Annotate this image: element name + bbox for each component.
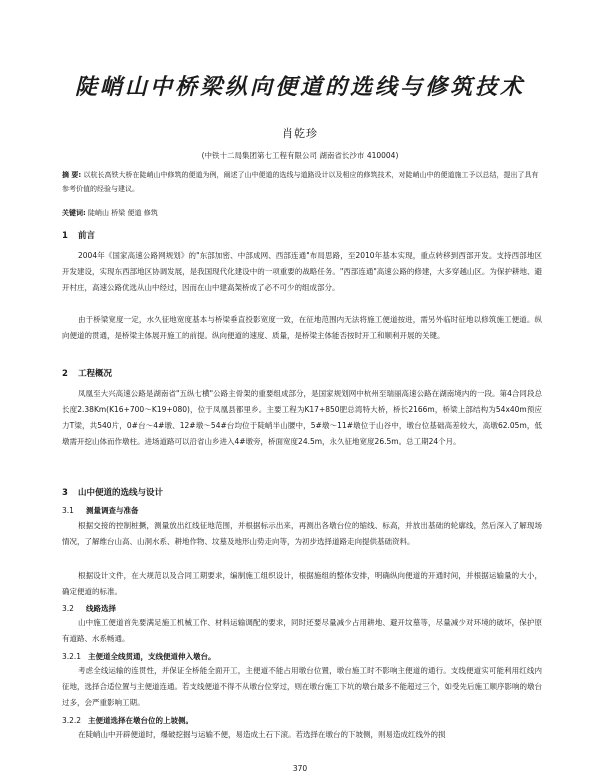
- keywords-text: 陡峭山 桥梁 便道 修筑: [88, 209, 158, 217]
- paragraph-route: 山中施工便道首先要满足施工机械工作、材料运输调配的要求，同时还要尽量减少占用耕地、避开坟墓等，尽量减少对环境的破坏，保护原有道路、水系畅通。: [62, 618, 542, 643]
- paper-title: 陡峭山中桥梁纵向便道的选线与修筑技术: [74, 74, 525, 100]
- section-heading-2: 2 工程概况: [62, 369, 113, 379]
- paragraph-main-road: 考虑全线运输的连贯性，并保证全桥能全面开工，主便道不能占用墩台位置，墩台施工时不影响主便道的通行。支线便道实可能利用红线内征地，选择合适位置与主便道连通。若支线便道不得不从墩台位穿过，则在墩台施工下坑的墩台最多不能超过三个，如受先后施工顺序影响的墩台过多，会严重影响工期。: [62, 666, 542, 707]
- section-heading-3: 3 山中便道的选线与设计: [62, 488, 164, 498]
- paragraph-intro-1: 2004年《国家高速公路网规划》的"东部加密、中部成网、西部连通"布局思路，至2010年基本实现，重点转移到西部开发。支持西部地区开发建设，实现东西部地区协调发展，是我国现代化建设中的一项重要的战略任务。"西部连通"高速公路的修建，大多穿越山区。为保护耕地、避开村庄，高速公路优选从山中经过，因而在山中建高架桥成了必不可少的组成部分。: [62, 251, 542, 292]
- author-name: 肖乾珍: [282, 127, 318, 140]
- paragraph-survey: 根据交接的控制桩撅，测量放出红线征地范围，并根据标示出来，再测出各墩台位的缩线、标高，并放出基础的轮廓线，然后深入了解现场情况，了解维台山高、山洞水系、耕地作物、坟墓及地形山势走向等，为初步选择道路走向提供基础资料。: [62, 521, 542, 546]
- paragraph-intro-2: 由于桥梁宽度一定，水久征地宽度基本与桥梁垂直投影宽度一致，在征地范围内无法将施工便道按进，需另外临时征地以修筑施工便道。纵向便道的贯通，是桥梁主体展开施工的前提。纵向便道的速度、质量，是桥梁主体能否按时开工和顺利开展的关键。: [62, 315, 542, 340]
- page-number: 370: [292, 764, 308, 773]
- keywords: [62, 206, 542, 220]
- paragraph-overview: 凤凰至大兴高速公路是湖南省"五纵七横"公路主骨架的重要组成部分，是国家规划网中杭州至瑞丽高速公路在湖南境内的一段。第4合同段总长度2.38Km(K16+700～K19+080)，位于凤凰县都里乡。主要工程为K17+850肥总湾特大桥，桥长2166m，桥梁上部结构为54x40m预应力T梁，共540片，0#台～4#墩、12#墩～54#台均位于陡峭半山腰中，5#墩～11#墩位于山谷中，墩台位基础高差较大，高墩62.05m，低墩需开挖山体而作墩柱。进场道路可以沿省山乡进入4#墩旁，桥面宽度24.5m，永久征地宽度26.5m。总工期24个月。: [62, 389, 542, 446]
- subsection-heading-3-2-2: 3.2.2 主便道选择在墩台位的上坡侧。: [62, 716, 193, 725]
- author-affiliation: (中铁十二局集团第七工程有限公司 湖南省长沙市 410004): [201, 151, 399, 160]
- subsection-heading-3-2-1: 3.2.1 主便道全线贯通，支线便道伸入墩台。: [62, 652, 216, 661]
- abstract: [62, 168, 542, 196]
- subsection-heading-3-1: 3.1 测量调查与准备: [62, 506, 139, 515]
- abstract-text: 以杭长高铁大桥在陡峭山中修筑的便道为例，阐述了山中便道的选线与道路设计以及相应的修筑技术，对陡峭山中的便道施工予以总结，提出了具有参考价值的经验与建议。: [62, 171, 539, 193]
- paragraph-design: 根据设计文件，在大规范以及合同工期要求，编制施工组织设计，根据施组的整体安排，明确纵向便道的开通时间，并根据运输量的大小，确定便道的标准。: [62, 571, 542, 596]
- paragraph-uphill: 在陡峭山中开辟便道时，爆破挖掘与运输不便，易造成土石下滚。若选择在墩台的下坡侧，则易造成红线外的损: [78, 730, 446, 739]
- section-heading-1: 1 前言: [62, 231, 96, 241]
- keywords-label: 关键词:: [62, 209, 86, 217]
- abstract-label: 摘 要:: [62, 171, 82, 179]
- subsection-heading-3-2: 3.2 线路选择: [62, 604, 116, 613]
